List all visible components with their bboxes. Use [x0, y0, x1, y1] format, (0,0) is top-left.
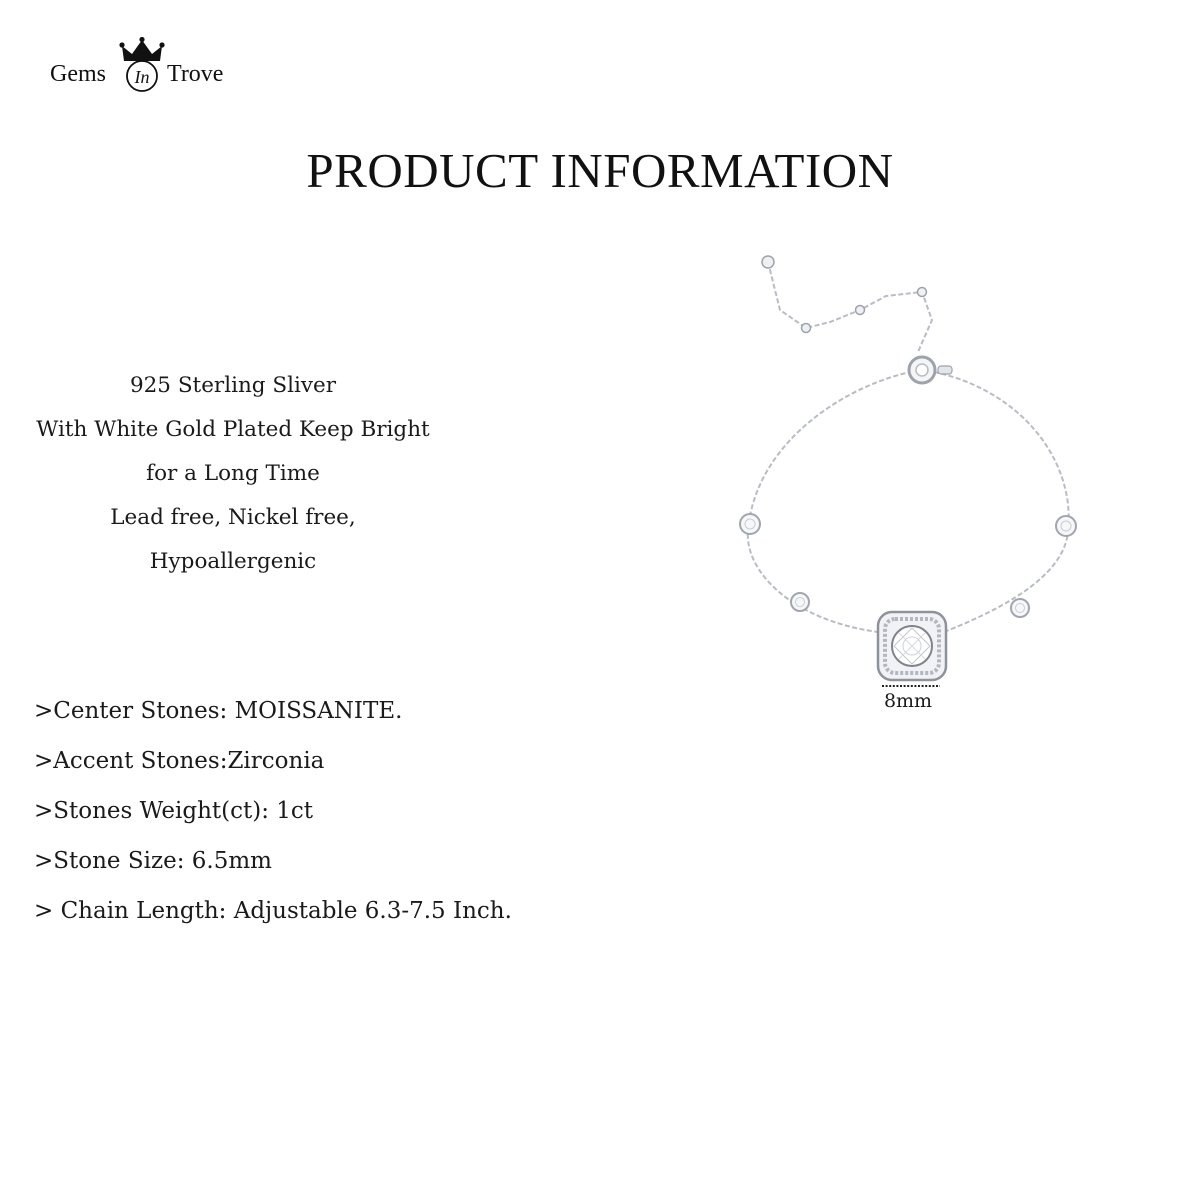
description-line: 925 Sterling Sliver	[129, 373, 337, 398]
brand-logo	[50, 36, 250, 96]
spec-item: >Stones Weight(ct): 1ct	[34, 798, 314, 824]
description-line: Hypoallergenic	[149, 549, 317, 574]
spec-item: >Stone Size: 6.5mm	[34, 848, 272, 874]
bracelet-icon	[720, 240, 1120, 720]
logo-text-in: In	[134, 67, 150, 87]
spec-item: >Accent Stones:Zirconia	[34, 748, 325, 774]
description-line: for a Long Time	[146, 461, 320, 486]
description-line: With White Gold Plated Keep Bright	[36, 417, 430, 442]
crown-icon	[118, 36, 166, 94]
spec-list	[34, 686, 674, 936]
size-label: 8mm	[883, 690, 933, 712]
logo-text-gems: Gems	[50, 61, 106, 87]
logo-text-trove: Trove	[167, 61, 224, 87]
description-line: Lead free, Nickel free,	[110, 505, 356, 530]
description-list	[20, 364, 446, 584]
spec-item: >Center Stones: MOISSANITE.	[34, 698, 403, 724]
spec-item: > Chain Length: Adjustable 6.3-7.5 Inch.	[34, 898, 512, 924]
page-title: PRODUCT INFORMATION	[306, 143, 894, 198]
